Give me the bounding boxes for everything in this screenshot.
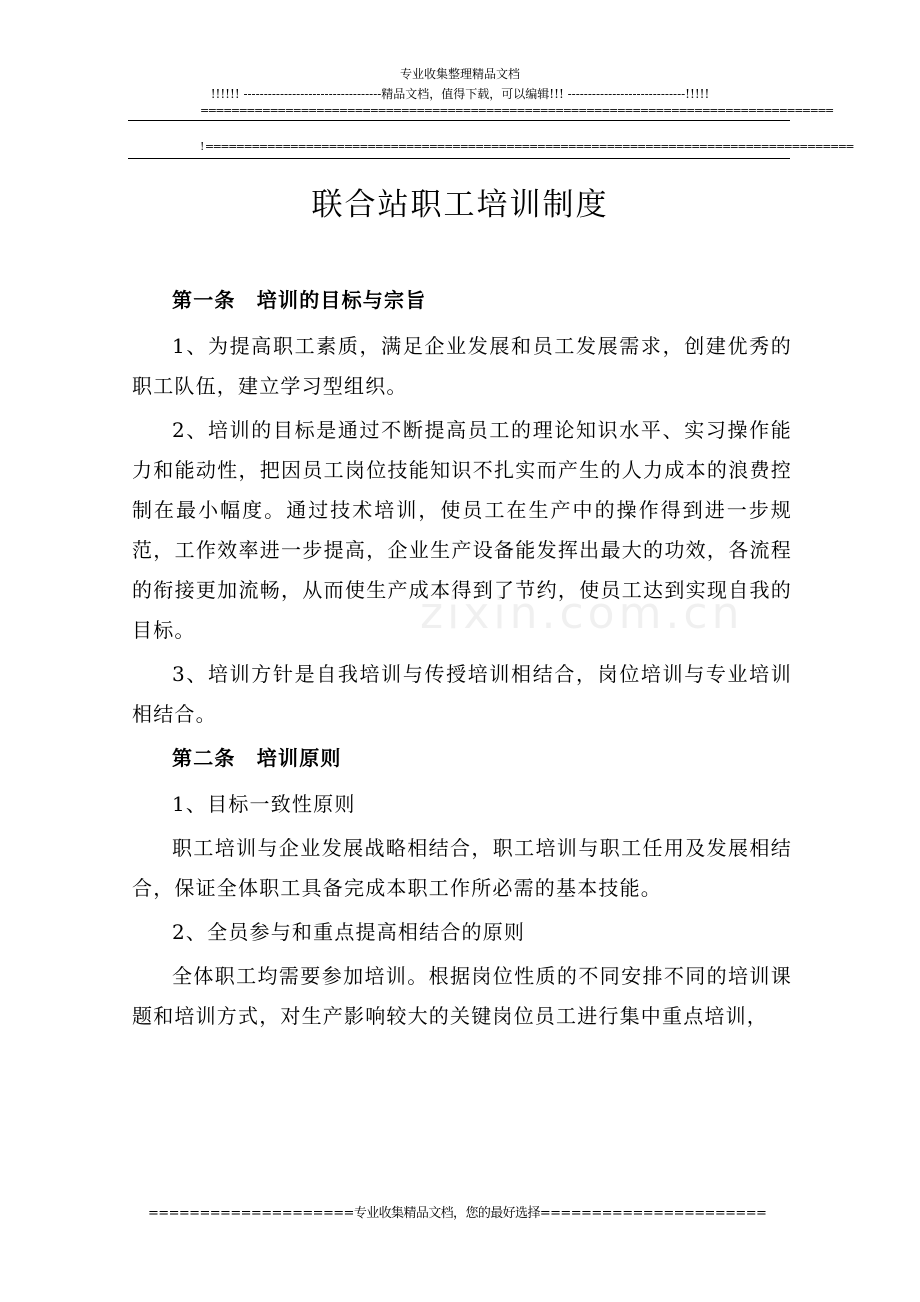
header-rule-bottom <box>128 158 790 159</box>
body-paragraph: 全体职工均需要参加培训。根据岗位性质的不同安排不同的培训课题和培训方式，对生产影响较大的关键岗位员工进行集中重点培训， <box>132 964 792 1028</box>
header-rule-top <box>128 120 790 121</box>
section-heading: 第一条 培训的目标与宗旨 <box>172 288 427 312</box>
body-paragraph: 1、为提高职工素质，满足企业发展和员工发展需求，创建优秀的职工队伍，建立学习型组织。 <box>132 334 792 398</box>
section-heading: 第二条 培训原则 <box>172 746 342 770</box>
header-separator-secondary: ! ==================================================================================== <box>200 140 854 153</box>
body-paragraph: 2、全员参与和重点提高相结合的原则 <box>172 920 526 944</box>
watermark: zixin.com.cn <box>420 588 744 639</box>
header-separator: ================================================================================== <box>200 104 833 117</box>
body-paragraph: 1、目标一致性原则 <box>172 792 356 816</box>
body-paragraph: 3、培训方针是自我培训与传授培训相结合，岗位培训与专业培训相结合。 <box>132 662 792 726</box>
document-title: 联合站职工培训制度 <box>311 187 609 223</box>
document-body <box>132 280 792 1040</box>
header-notice: !!!!!! ----------------------------------精品文档，值得下载，可以编辑!!! -----------------------------!!!!! <box>210 87 710 101</box>
body-paragraph: 2、培训的目标是通过不断提高员工的理论知识水平、实习操作能力和能动性，把因员工岗位技能知识不扎实而产生的人力成本的浪费控制在最小幅度。通过技术培训，使员工在生产中的操作得到进一步规范，工作效率进一步提高，企业生产设备能发挥出最大的功效，各流程的衔接更加流畅，从而使生产成本得到了节约，使员工达到实现自我的目标。 <box>132 418 792 642</box>
page-footer: ====================专业收集精品文档，您的最好选择====================== <box>148 1206 767 1221</box>
header-title: 专业收集整理精品文档 <box>399 67 520 81</box>
body-paragraph: 职工培训与企业发展战略相结合，职工培训与职工任用及发展相结合，保证全体职工具备完成本职工作所必需的基本技能。 <box>132 836 792 900</box>
